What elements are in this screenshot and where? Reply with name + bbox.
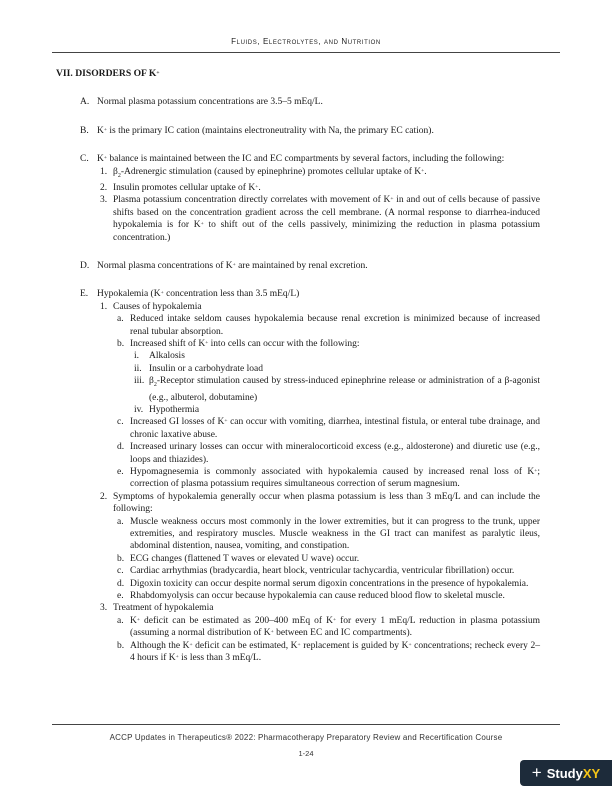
- item-E2: 2. Symptoms of hypokalemia generally occur when plasma potassium is less than 3 mEq/L and can include the following:: [100, 491, 540, 515]
- studyxy-badge[interactable]: [520, 760, 612, 786]
- item-E3: 3. Treatment of hypokalemia: [100, 603, 214, 614]
- item-E1b-ii: ii. Insulin or a carbohydrate load: [134, 363, 263, 374]
- item-E1: 1. Causes of hypokalemia: [100, 301, 202, 312]
- footer-rule: [52, 724, 560, 725]
- item-A: A. Normal plasma potassium concentrations are 3.5–5 mEq/L.: [80, 97, 323, 108]
- item-E2b: b. ECG changes (flattened T waves or elevated U wave) occur.: [117, 553, 360, 564]
- plus-icon: +: [531, 763, 542, 782]
- item-C1: 1. $\beta_2$-Adrenergic stimulation (caused by epinephrine) promotes cellular uptake of K+.: [100, 166, 427, 179]
- item-C2: 2. Insulin promotes cellular uptake of K+.: [100, 182, 261, 193]
- item-E1b-iii: iii. $\beta_2$-Receptor stimulation caused by stress-induced epinephrine release or administration of a β-agonist (e.g., albuterol, dobutamine): [134, 376, 540, 403]
- section-title: VII. DISORDERS OF K+: [56, 68, 160, 79]
- item-E2a: a. Muscle weakness occurs most commonly in the lower extremities, but it can progress to the trunk, upper extremities, and respiratory muscles. Muscle weakness in the GI tract can manifest as paralytic ileus, abdominal distention, nausea, vomiting, and constipation.: [117, 516, 540, 552]
- item-E3a: a. K+ deficit can be estimated as 200–400 mEq of K+ for every 1 mEq/L reduction in plasma potassium (assuming a normal distribution of K+ between EC and IC compartments).: [117, 615, 540, 639]
- item-E1b: b. Increased shift of K+ into cells can occur with the following:: [117, 338, 360, 349]
- page-number: 1-24: [298, 749, 314, 758]
- item-D: D. Normal plasma concentrations of K+ are maintained by renal excretion.: [80, 260, 368, 271]
- item-E1b-i: i. Alkalosis: [134, 351, 185, 362]
- course-footer: ACCP Updates in Therapeutics® 2022: Pharmacotherapy Preparatory Review and Recertification Course: [109, 733, 503, 742]
- item-E: E. Hypokalemia (K+ concentration less than 3.5 mEq/L) 1. Causes of hypokalemia a. Reduced intake seldom causes hypokalemia because renal excretion is minimized because of increased renal tubular absorption. b. Increased shift of K+ into cells can occur with the following: i. Alkalosis ii. Insulin or a carbohydrate load iii. $\beta_2$-Receptor stimulation caused by stress-induced epinephrine release or administration of a β-agonist (e.g., albuterol, dobutamine) iv. Hypothermia c. Increased GI losses of K+ can occur with vomiting, diarrhea, intestinal fistula, or enteral tube drainage, and chronic laxative abuse. d. Increased urinary losses can occur with mineralocorticoid excess (e.g., aldosterone) and diuretic use (e.g., loops and thiazides). e. Hypomagnesemia is commonly associated with hypokalemia caused by increased renal loss of K+; correction of plasma potassium requires simultaneous correction of serum magnesium. 2. Symptoms of hypokalemia generally occur when plasma potassium is less than 3 mEq/L and can include the following: a. Muscle weakness occurs most commonly in the lower extremities, but it can progress to the trunk, upper extremities, and respiratory muscles. Muscle weakness in the GI tract can manifest as paralytic ileus, abdominal distention, nausea, vomiting, and constipation. b. ECG changes (flattened T waves or elevated U wave) occur. c. Cardiac arrhythmias (bradycardia, heart block, ventricular tachycardia, ventricular fibrillation) occur. d. Digoxin toxicity can occur despite normal serum digoxin concentrations in the presence of hypokalemia. e. Rhabdomyolysis can occur because hypokalemia can cause reduced blood flow to skeletal muscle. 3. Treatment of hypokalemia a. K+ deficit can be estimated as 200–400 mEq of K+ for every 1 mEq/L reduction in plasma potassium (assuming a normal distribution of K+ between EC and IC compartments). b. Although the K+ deficit can be estimated, K+ replacement is guided by K+ concentrations; recheck every 2–4 hours if K+ is less than 3 mEq/L.: [80, 289, 541, 664]
- item-C3: 3. Plasma potassium concentration directly correlates with movement of K+ in and out of cells because of passive shifts based on the concentration gradient across the cell membrane. (A normal response to diarrhea-induced hypokalemia is for K+ to shift out of the cells passively, minimizing the reduction in plasma potassium concentration.): [100, 195, 540, 243]
- item-E1a: a. Reduced intake seldom causes hypokalemia because renal excretion is minimized because of increased renal tubular absorption.: [117, 314, 540, 337]
- item-E2d: d. Digoxin toxicity can occur despite normal serum digoxin concentrations in the presence of hypokalemia.: [117, 578, 529, 589]
- brand-xy: XY: [582, 765, 601, 781]
- item-E1c: c. Increased GI losses of K+ can occur with vomiting, diarrhea, intestinal fistula, or enteral tube drainage, and chronic laxative abuse.: [117, 417, 540, 440]
- item-E2e: e. Rhabdomyolysis can occur because hypokalemia can cause reduced blood flow to skeletal muscle.: [117, 591, 505, 601]
- page-body: [56, 68, 540, 664]
- item-C: C. K+ balance is maintained between the IC and EC compartments by several factors, including the following: 1. $\beta_2$-Adrenergic stimulation (caused by epinephrine) promotes cellular uptake of K+. 2. Insulin promotes cellular uptake of K+. 3. Plasma potassium concentration directly correlates with movement of K+ in and out of cells because of passive shifts based on the concentration gradient across the cell membrane. (A normal response to diarrhea-induced hypokalemia is for K+ to shift out of the cells passively, minimizing the reduction in plasma potassium concentration.): [80, 154, 540, 243]
- item-B: B. K+ is the primary IC cation (maintains electroneutrality with Na, the primary EC cation).: [80, 125, 434, 136]
- item-E1e: e. Hypomagnesemia is commonly associated with hypokalemia caused by increased renal loss of K+; correction of plasma potassium requires simultaneous correction of serum magnesium.: [117, 466, 540, 490]
- item-E3b: b. Although the K+ deficit can be estimated, K+ replacement is guided by K+ concentrations; recheck every 2–4 hours if K+ is less than 3 mEq/L.: [117, 640, 541, 664]
- item-E2c: c. Cardiac arrhythmias (bradycardia, heart block, ventricular tachycardia, ventricular fibrillation) occur.: [117, 566, 515, 577]
- item-E1d: d. Increased urinary losses can occur with mineralocorticoid excess (e.g., aldosterone) and diuretic use (e.g., loops and thiazides).: [117, 442, 540, 465]
- item-E1b-iv: iv. Hypothermia: [134, 404, 200, 415]
- running-header: Fluids, Electrolytes, and Nutrition: [231, 37, 381, 46]
- brand-study: Study: [546, 765, 583, 781]
- header-rule: [52, 52, 560, 53]
